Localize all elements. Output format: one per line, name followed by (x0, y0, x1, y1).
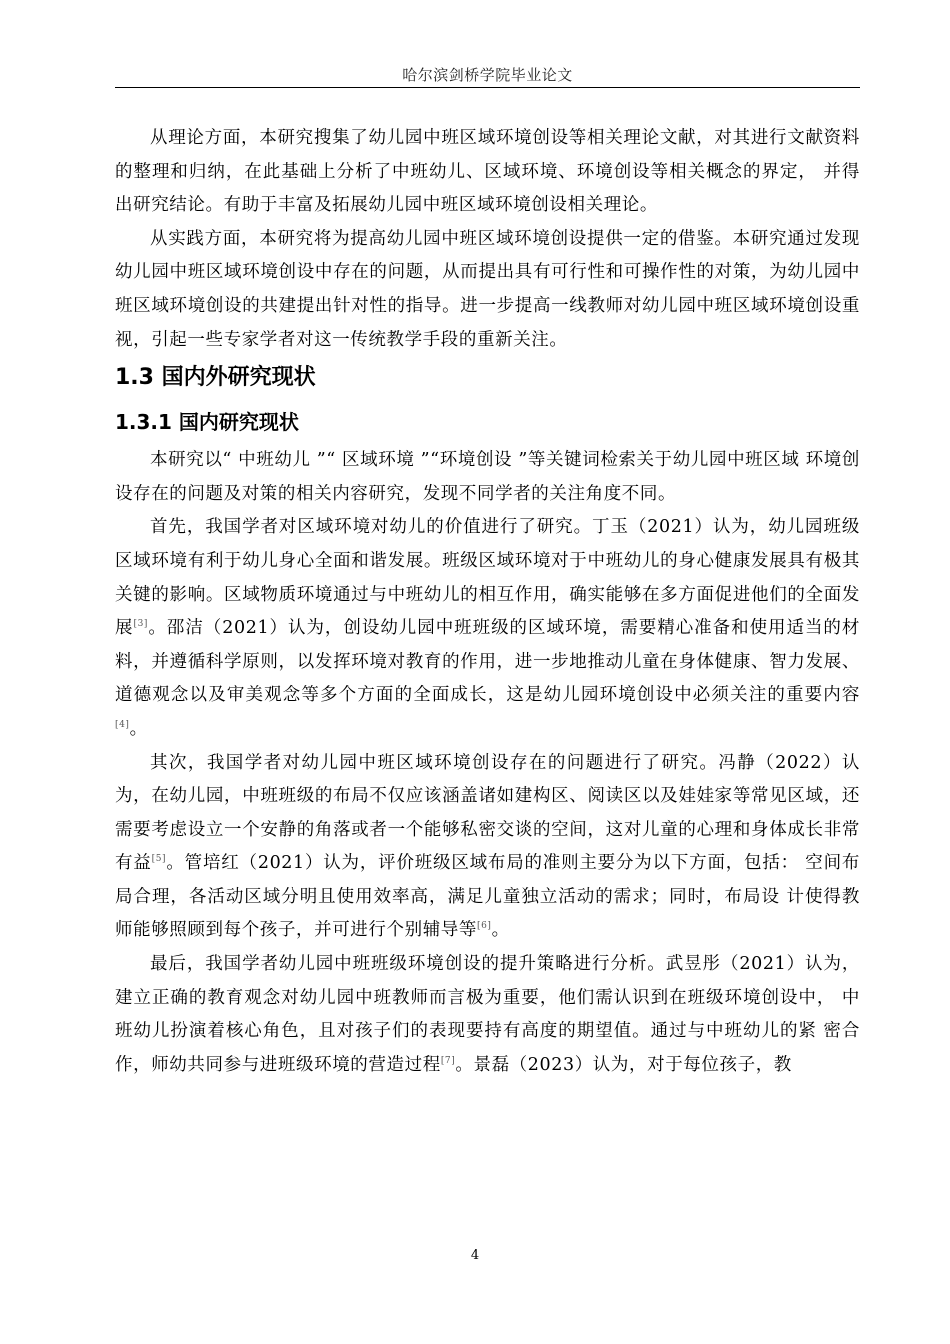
paragraph-first-text-a: 首先，我国学者对区域环境对幼儿的价值进行了研究。丁玉（2021）认为，幼儿园班级区域环境有利于幼儿身心全面和谐发展。班级区域环境对于中班幼儿的身心健康发展具有极其关键的影响。区域物质环境通过与中班幼儿的相互作用，确实能够在多方面促进他们的全面发展 (115, 517, 860, 639)
citation-ref-6: [6] (477, 921, 492, 932)
citation-ref-7: [7] (440, 1055, 456, 1066)
paragraph-third-text-b: 。景磊（2023）认为，对于每位孩子，教 (455, 1054, 792, 1075)
paragraph-theory: 从理论方面，本研究搜集了幼儿园中班区域环境创设等相关理论文献，对其进行文献资料的整理和归纳，在此基础上分析了中班幼儿、区域环境、环境创设等相关概念的界定， 并得出研究结论。有助于丰富及拓展幼儿园中班区域环境创设相关理论。 (115, 128, 860, 216)
header-rule (115, 87, 860, 88)
citation-ref-3: [3] (133, 619, 149, 630)
paragraph-third-text-a: 最后，我国学者幼儿园中班班级环境创设的提升策略进行分析。武昱彤（2021）认为， 建立正确的教育观念对幼儿园中班教师而言极为重要，他们需认识到在班级环境创设中， 中班幼儿扮演着核心角色，且对孩子们的表现要持有高度的期望值。通过与中班幼儿的紧 密合作，师幼共同参与进班级环境的营造过程 (115, 954, 860, 1075)
page-number: 4 (470, 1248, 480, 1263)
citation-ref-5: [5] (151, 854, 167, 865)
paragraph-keywords: 本研究以“ 中班幼儿 ”“ 区域环境 ”“环境创设 ”等关键词检索关于幼儿园中班区域 环境创设存在的问题及对策的相关内容研究，发现不同学者的关注角度不同。 (115, 450, 860, 504)
paragraph-second-text-a: 其次，我国学者对幼儿园中班区域环境创设存在的问题进行了研究。冯静（2022）认为，在幼儿园，中班班级的布局不仅应该涵盖诸如建构区、阅读区以及娃娃家等常见区域，还需要考虑设立一个安静的角落或者一个能够私密交谈的空间，这对儿童的心理和身体成长非常有益 (115, 752, 860, 874)
page-body (115, 122, 860, 1082)
section-heading-1-3-1: 1.3.1 国内研究现状 (115, 410, 299, 435)
paragraph-first-text-c: 。 (129, 718, 148, 739)
paragraph-first-text-b: 。邵洁（2021）认为，创设幼儿园中班班级的区域环境，需要精心准备和使用适当的材料，并遵循科学原则，以发挥环境对教育的作用，进一步地推动儿童在身体健康、智力发展、道德观念以及审美观念等多个方面的全面成长，这是幼儿园环境创设中必须关注的重要内容 (115, 618, 860, 706)
paragraph-second (115, 747, 860, 949)
paragraph-third (115, 948, 860, 1082)
paragraph-practice: 从实践方面，本研究将为提高幼儿园中班区域环境创设提供一定的借鉴。本研究通过发现幼儿园中班区域环境创设中存在的问题，从而提出具有可行性和可操作性的对策，为幼儿园中班区域环境创设的共建提出针对性的指导。进一步提高一线教师对幼儿园中班区域环境创设重视，引起一些专家学者对这一传统教学手段的重新关注。 (115, 228, 860, 350)
paragraph-second-text-c: 。 (491, 920, 510, 941)
running-header: 哈尔滨剑桥学院毕业论文 (402, 66, 573, 84)
paragraph-first (115, 511, 860, 746)
section-heading-1-3: 1.3 国内外研究现状 (115, 365, 316, 391)
citation-ref-4: [4] (115, 719, 130, 730)
paragraph-second-text-b: 。管培红（2021）认为，评价班级区域布局的准则主要分为以下方面，包括： 空间布局合理，各活动区域分明且使用效率高，满足儿童独立活动的需求；同时，布局设 计使得教师能够照顾到每个孩子，并可进行个别辅导等 (115, 853, 860, 941)
